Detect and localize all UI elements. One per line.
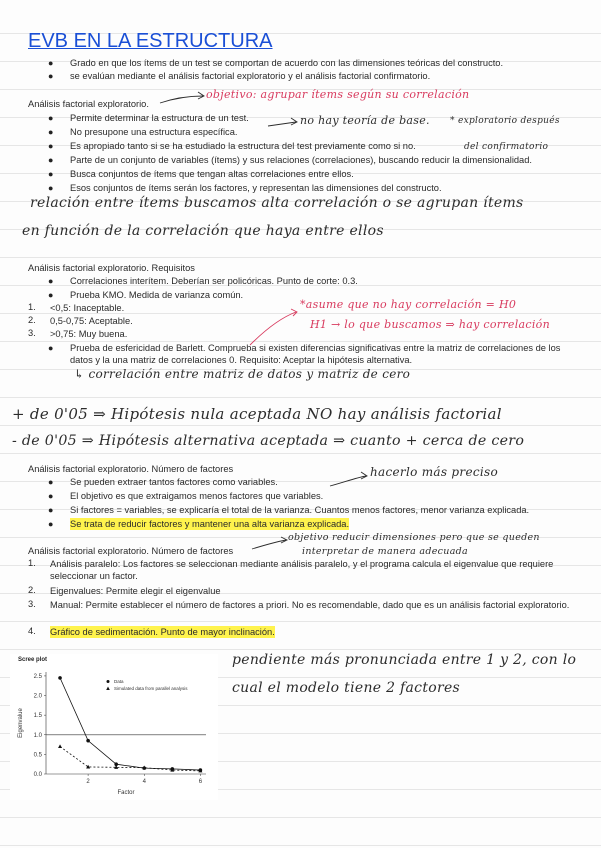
kmo-item: <0,5: Inaceptable. [50,303,125,313]
arrow-asume-head [291,309,297,316]
bullet-dot: ● [48,343,54,353]
requisitos-bullet: Prueba KMO. Medida de varianza común. [70,290,244,300]
x-tick-label: 4 [142,779,146,785]
handwritten-relacion-2: en función de la correlación que haya entre ellos [22,223,384,239]
list-number: 3. [28,599,36,609]
bullet-dot: ● [48,71,54,81]
y-tick-label: 0.5 [33,752,42,759]
handwritten-menos: - de 0'05 ⇒ Hipótesis alternativa aceptada ⇒ cuanto + cerca de cero [12,433,525,449]
bullet-dot: ● [48,58,54,68]
intro-bullet: Grado en que los ítems de un test se comportan de acuerdo con las dimensiones teóricas del constructo. [70,58,504,68]
handwritten-asume: *asume que no hay correlación = H0 [300,298,517,311]
intro-bullet: se evalúan mediante el análisis factorial exploratorio y el análisis factorial confirmatorio. [70,71,431,81]
data-point [58,676,62,680]
bullet-dot: ● [48,519,54,529]
bullet-dot: ● [48,491,54,501]
afe-bullet: No presupone una estructura específica. [70,127,238,137]
x-tick-label: 6 [198,779,203,785]
bullet-dot: ● [48,127,54,137]
handwritten-correlacion: ↳ correlación entre matriz de datos y matriz de cero [74,367,411,381]
arrow-no-teoria-head [291,118,297,125]
handwritten-pendiente-2: cual el modelo tiene 2 factores [232,680,461,696]
handwritten-preciso: hacerlo más preciso [370,465,498,479]
list-number: 2. [28,315,36,325]
bullet-dot: ● [48,183,54,193]
handwritten-exploratorio: * exploratorio después [450,116,560,126]
series-line-1 [60,678,200,770]
handwritten-relacion-1: relación entre ítems buscamos alta correlación o se agrupan ítems [30,195,524,211]
y-tick-label: 2.5 [33,673,42,680]
requisitos-bullet: Correlaciones interítem. Deberían ser policóricas. Punto de corte: 0.3. [70,276,358,286]
afe-bullet: Busca conjuntos de ítems que tengan altas correlaciones entre ellos. [70,169,354,179]
scree-plot-svg [10,654,218,800]
y-tick-label: 1.5 [33,713,42,720]
section-heading: Análisis factorial exploratorio. Número de factores [28,546,234,556]
legend-marker [106,687,110,691]
arrow-reducir [252,540,286,549]
highlighted-text: Se trata de reducir factores y mantener una alta varianza explicada. [70,519,350,529]
list-number: 4. [28,626,36,636]
section-heading: Análisis factorial exploratorio. [28,99,149,109]
kmo-item: 0,5-0,75: Aceptable. [50,316,133,326]
y-tick-label: 2.0 [33,693,42,700]
kmo-item: >0,75: Muy buena. [50,329,128,339]
bullet-dot: ● [48,169,54,179]
simulated-data-point [58,744,62,748]
handwritten-h1: H1 → lo que buscamos ⇒ hay correlación [310,318,550,331]
factores-bullet: El objetivo es que extraigamos menos factores que variables. [70,491,324,501]
method-item: Manual: Permite establecer el número de factores a priori. No es recomendable, dado que es un análisis factorial exploratorio. [50,600,570,610]
list-number: 1. [28,302,36,312]
bullet-dot: ● [48,113,54,123]
handwritten-objetivo: objetivo: agrupar ítems según su correlación [206,88,470,101]
list-number: 2. [28,585,36,595]
handwritten-confirmatorio: del confirmatorio [464,142,549,152]
method-item: Análisis paralelo: Los factores se seleccionan mediante análisis paralelo, y el programa calcula el eigenvalue que requiere seleccionar un factor. [50,559,554,581]
bullet-dot: ● [48,141,54,151]
arrow-asume [250,312,296,345]
handwritten-interpretar: interpretar de manera adecuada [302,546,469,557]
data-point [86,739,90,743]
method-item: Eigenvalues: Permite elegir el eigenvalue [50,586,221,596]
scree-plot [10,654,218,800]
arrow-no-teoria [268,122,296,126]
bullet-dot: ● [48,290,54,300]
handwritten-no-teoria: no hay teoría de base. [300,114,430,127]
y-axis-label: Eigenvalue [18,708,24,738]
series-line-2 [60,747,200,771]
factores-bullet: Si factores = variables, se explicaría el total de la varianza. Cuantos menos factores, menor varianza explicada. [70,505,530,515]
bullet-dot: ● [48,505,54,515]
legend-label: Simulated data from parallel analysis [114,686,188,691]
afe-bullet: Permite determinar la estructura de un test. [70,113,249,123]
factores-bullet: Se pueden extraer tantos factores como variables. [70,477,278,487]
y-tick-label: 0.0 [33,772,42,778]
arrow-objetivo [160,96,203,103]
y-tick-label: 1.0 [33,732,42,739]
arrow-preciso [330,476,366,486]
bullet-dot: ● [48,155,54,165]
bartlett-bullet: Prueba de esfericidad de Barlett. Comprueba si existen diferencias significativas entre la matriz de correlaciones de los datos y la una matriz de correlaciones 0. Requisito: Aceptar la hipótesis alternativa. [70,343,561,365]
afe-bullet: Es apropiado tanto si se ha estudiado la estructura del test previamente como si no. [70,141,416,151]
highlighted-text: Gráfico de sedimentación. Punto de mayor inclinación. [50,627,275,637]
afe-bullet: Esos conjuntos de ítems serán los factores, y representan las dimensiones del constructo. [70,183,442,193]
arrow-objetivo-head [198,92,204,99]
arrow-reducir-head [281,537,287,543]
legend-label: Data [114,679,124,684]
x-tick-label: 2 [86,779,90,785]
arrow-preciso-head [361,472,367,479]
section-heading: Análisis factorial exploratorio. Número de factores [28,464,234,474]
x-axis-label: Factor [117,790,135,796]
handwritten-mas: + de 0'05 ⇒ Hipótesis nula aceptada NO hay análisis factorial [12,405,502,423]
handwritten-pendiente-1: pendiente más pronunciada entre 1 y 2, con lo [232,652,577,668]
afe-bullet: Parte de un conjunto de variables (ítems) y sus relaciones (correlaciones), buscando reducir la dimensionalidad. [70,155,532,165]
handwritten-reducir: objetivo reducir dimensiones pero que se queden [288,532,540,543]
list-number: 1. [28,558,36,568]
list-number: 3. [28,328,36,338]
chart-title: Scree plot [18,657,48,663]
legend-marker [107,680,110,683]
bullet-dot: ● [48,276,54,286]
bullet-dot: ● [48,477,54,487]
page-title: EVB EN LA ESTRUCTURA [28,30,273,52]
section-heading: Análisis factorial exploratorio. Requisitos [28,263,195,273]
